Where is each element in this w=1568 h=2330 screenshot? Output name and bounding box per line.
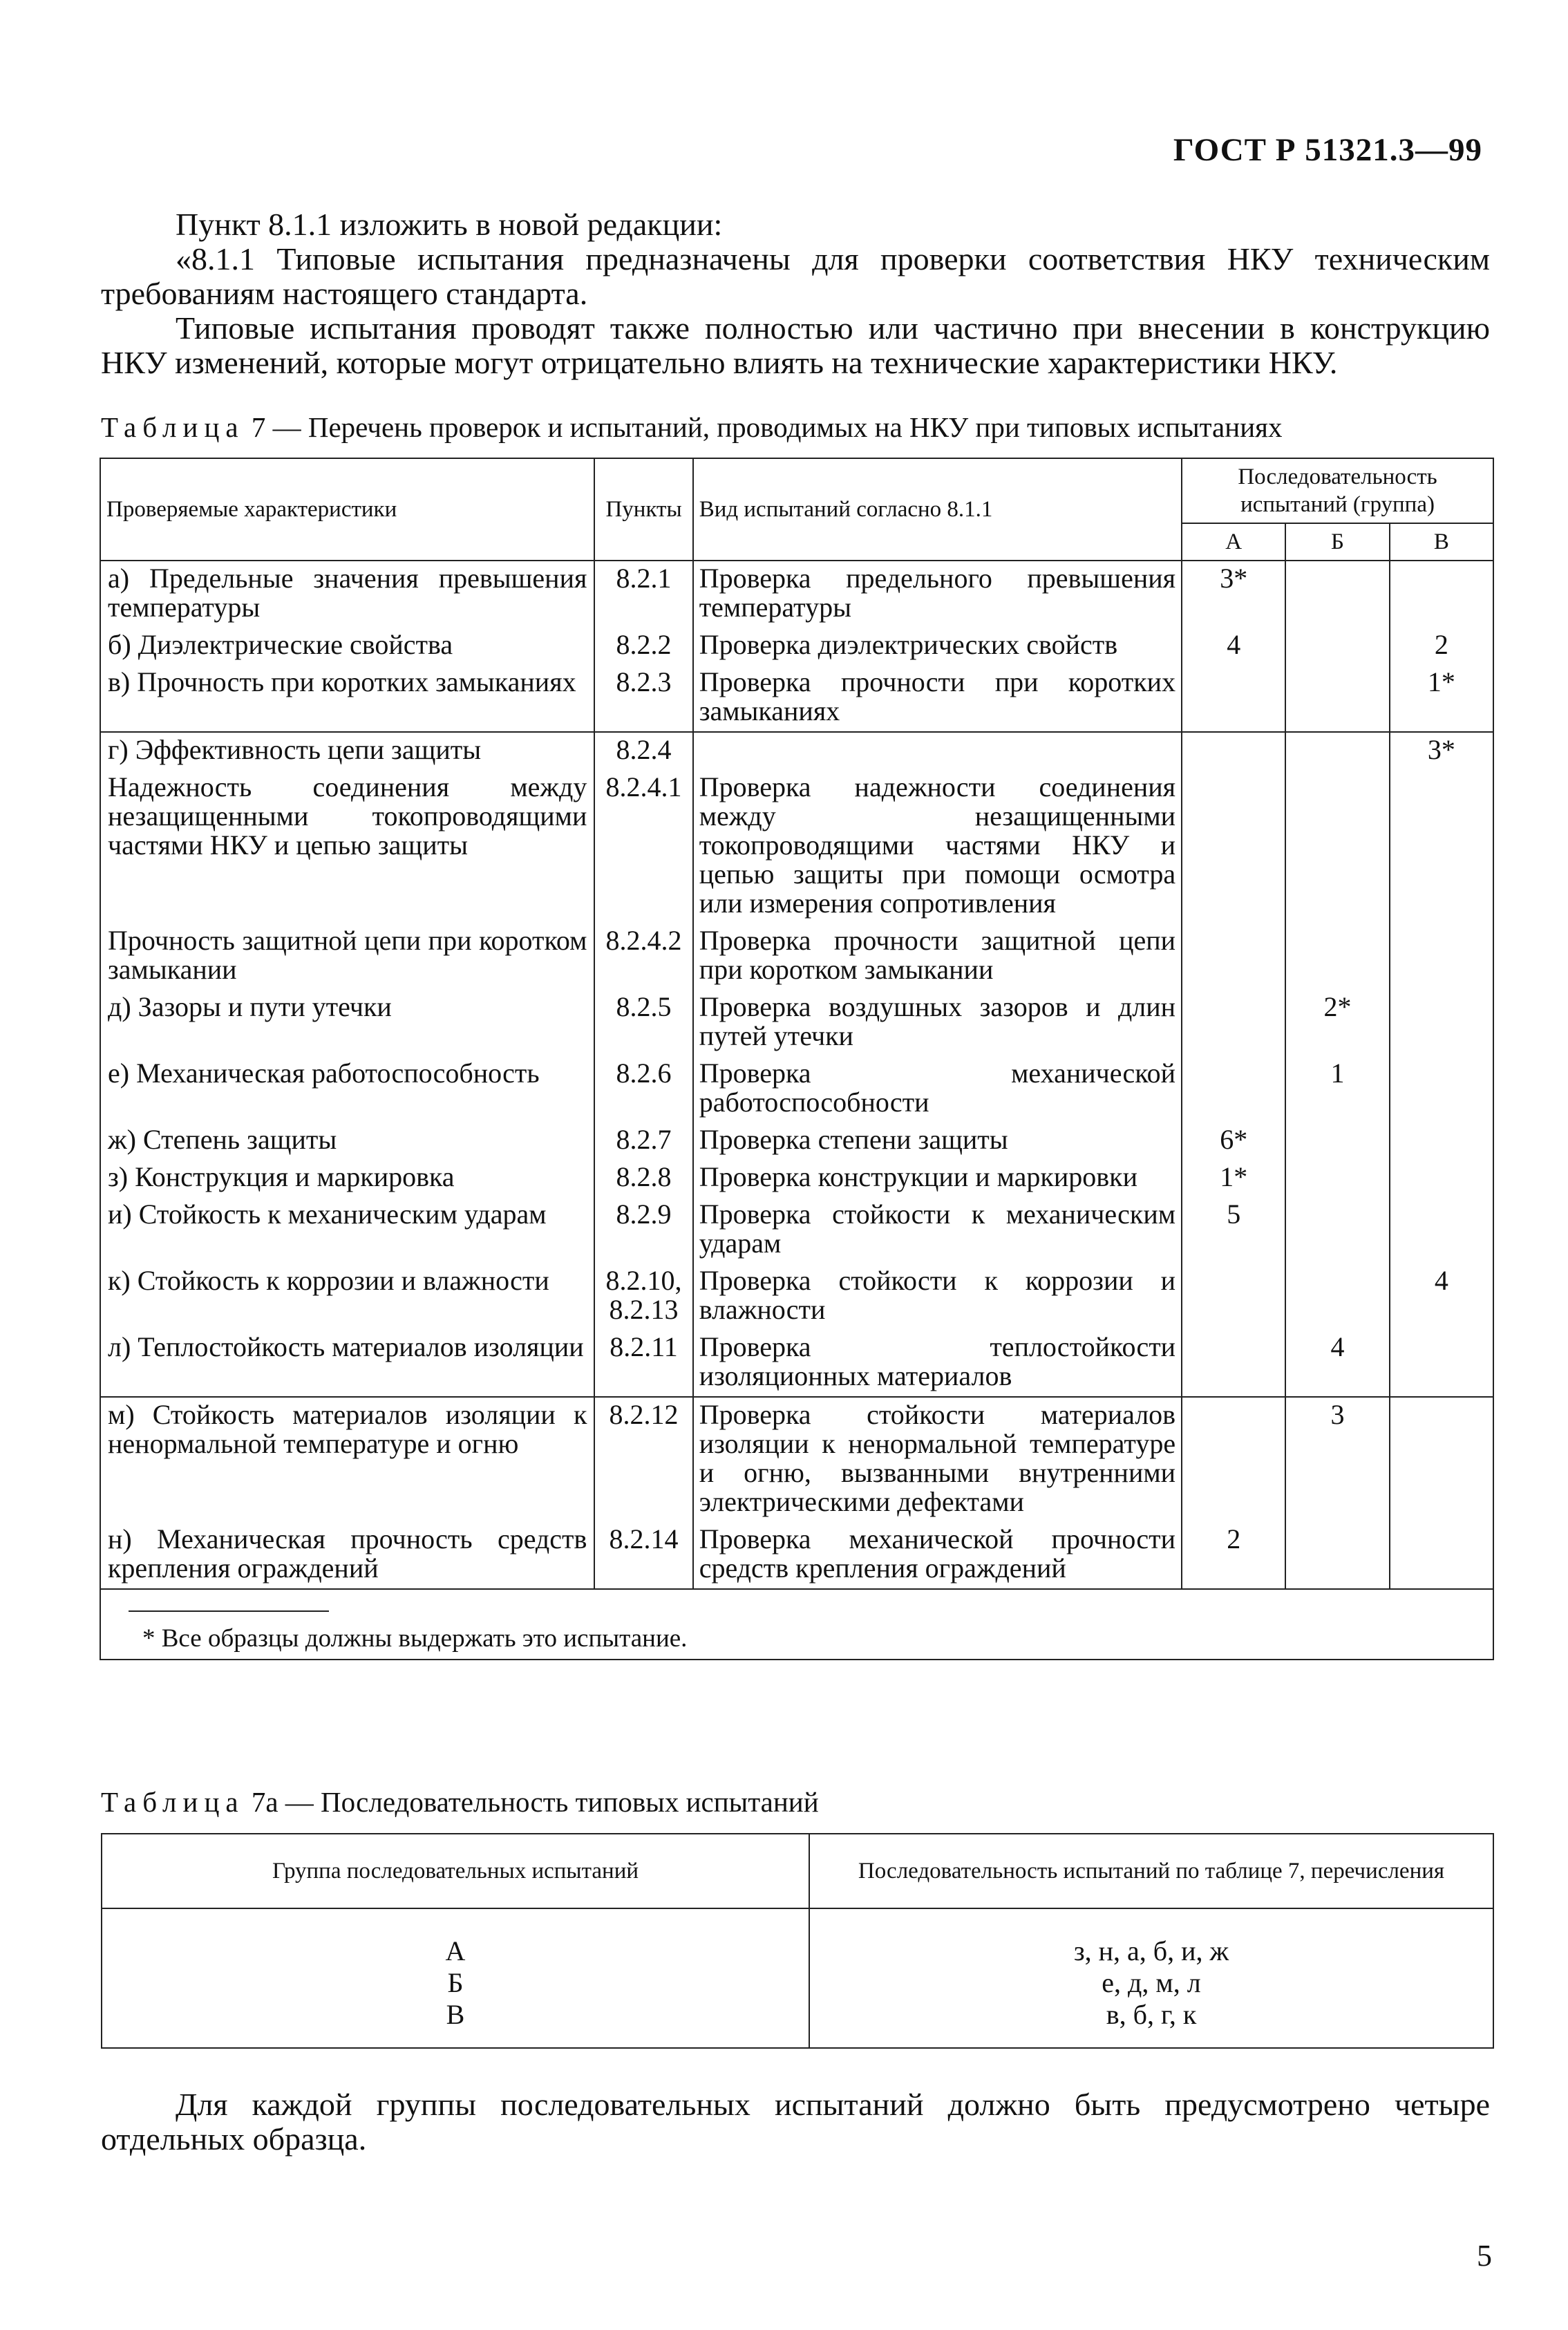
- table7-caption-label: Таблица: [101, 411, 245, 443]
- closing-paragraph: Для каждой группы последовательных испытаний должно быть предусмотрено четыре отдельных образца.: [101, 2087, 1490, 2157]
- cell-group-c: [1390, 1160, 1493, 1197]
- table-row: [100, 1263, 1493, 1330]
- table-7a: [101, 1833, 1494, 2049]
- cell-group-b: 4: [1285, 1330, 1389, 1397]
- cell-clause: 8.2.12: [594, 1397, 692, 1522]
- cell-clause: 8.2.4: [594, 732, 692, 770]
- intro-paragraph-3: Типовые испытания проводят также полностью или частично при внесении в конструкцию НКУ изменений, которые могут отрицательно влиять на технические характеристики НКУ.: [101, 310, 1490, 380]
- cell-test: Проверка прочности защитной цепи при коротком замыкании: [693, 923, 1182, 990]
- cell-group-b: [1285, 628, 1389, 665]
- footnote-separator: [129, 1610, 329, 1612]
- cell-group-a: 3*: [1182, 561, 1285, 628]
- cell-clause: 8.2.8: [594, 1160, 692, 1197]
- cell-characteristic: м) Стойкость материалов изоляции к ненормальной температуре и огню: [100, 1397, 594, 1522]
- cell-clause: 8.2.10, 8.2.13: [594, 1263, 692, 1330]
- cell-group-c: 3*: [1390, 732, 1493, 770]
- cell-group-b: [1285, 561, 1389, 628]
- cell-group-c: [1390, 1522, 1493, 1589]
- cell-group-a: [1182, 1330, 1285, 1397]
- cell-test: Проверка конструкции и маркировки: [693, 1160, 1182, 1197]
- table-row: [100, 1397, 1493, 1522]
- cell-group-c: [1390, 1397, 1493, 1522]
- table7a-caption-label: Таблица: [101, 1786, 245, 1818]
- cell-group-b: [1285, 923, 1389, 990]
- cell-group-c: [1390, 990, 1493, 1056]
- header-clauses: Пункты: [594, 458, 692, 561]
- cell-test: [693, 732, 1182, 770]
- cell-test: Проверка теплостойкости изоляционных материалов: [693, 1330, 1182, 1397]
- cell-test: Проверка предельного превышения температуры: [693, 561, 1182, 628]
- cell-characteristic: Надежность соединения между незащищенными токопроводящими частями НКУ и цепью защиты: [100, 770, 594, 923]
- header-group-a: А: [1182, 523, 1285, 561]
- table-row: [100, 561, 1493, 628]
- cell-test: Проверка стойкости материалов изоляции к ненормальной температуре и огню, вызванными внутренними электрическими дефектами: [693, 1397, 1182, 1522]
- cell-test: Проверка прочности при коротких замыканиях: [693, 665, 1182, 732]
- cell-clause: 8.2.11: [594, 1330, 692, 1397]
- table-row: [100, 923, 1493, 990]
- cell-test: Проверка стойкости к механическим ударам: [693, 1197, 1182, 1263]
- cell-group-a: [1182, 665, 1285, 732]
- cell-clause: 8.2.4.2: [594, 923, 692, 990]
- header-group-c: В: [1390, 523, 1493, 561]
- cell-test: Проверка степени защиты: [693, 1122, 1182, 1160]
- cell-group-c: [1390, 1330, 1493, 1397]
- cell-group-a: [1182, 1397, 1285, 1522]
- cell-characteristic: в) Прочность при коротких замыканиях: [100, 665, 594, 732]
- cell-group-b: [1285, 665, 1389, 732]
- table7a-caption: [101, 1785, 819, 1819]
- table-row: [100, 770, 1493, 923]
- cell-characteristic: л) Теплостойкость материалов изоляции: [100, 1330, 594, 1397]
- cell-group-c: [1390, 561, 1493, 628]
- cell-test: Проверка стойкости к коррозии и влажности: [693, 1263, 1182, 1330]
- cell-clause: 8.2.9: [594, 1197, 692, 1263]
- cell-clause: 8.2.6: [594, 1056, 692, 1122]
- cell-characteristic: з) Конструкция и маркировка: [100, 1160, 594, 1197]
- cell-group-c: [1390, 770, 1493, 923]
- cell-group-a: [1182, 732, 1285, 770]
- table-row: [100, 628, 1493, 665]
- group-name: В: [446, 1999, 465, 2030]
- group-sequence: з, н, а, б, и, ж: [1073, 1935, 1229, 1966]
- cell-test: Проверка механической прочности средств крепления ограждений: [693, 1522, 1182, 1589]
- cell-characteristic: н) Механическая прочность средств крепления ограждений: [100, 1522, 594, 1589]
- group-name: А: [445, 1935, 466, 1966]
- cell-characteristic: Прочность защитной цепи при коротком замыкании: [100, 923, 594, 990]
- page-number: 5: [1477, 2239, 1492, 2273]
- cell-group-a: 2: [1182, 1522, 1285, 1589]
- cell-characteristic: е) Механическая работоспособность: [100, 1056, 594, 1122]
- table-row: [100, 732, 1493, 770]
- cell-group-c: [1390, 1197, 1493, 1263]
- cell-group-b: 1: [1285, 1056, 1389, 1122]
- cell-clause: 8.2.7: [594, 1122, 692, 1160]
- cell-group-a: [1182, 770, 1285, 923]
- intro-paragraph-1: Пункт 8.1.1 изложить в новой редакции:: [176, 207, 723, 242]
- table-row: [100, 665, 1493, 732]
- table-row: [100, 1122, 1493, 1160]
- group-sequence: в, б, г, к: [1106, 1999, 1197, 2030]
- cell-group-b: 3: [1285, 1397, 1389, 1522]
- header-sequence-list: Последовательность испытаний по таблице 7, перечисления: [809, 1834, 1493, 1908]
- cell-group-a: [1182, 923, 1285, 990]
- cell-group-c: 1*: [1390, 665, 1493, 732]
- cell-group-c: 2: [1390, 628, 1493, 665]
- cell-group-b: [1285, 1160, 1389, 1197]
- cell-clause: 8.2.3: [594, 665, 692, 732]
- cell-clause: 8.2.2: [594, 628, 692, 665]
- table7a-caption-text: 7а — Последовательность типовых испытаний: [251, 1786, 819, 1818]
- cell-group-b: [1285, 770, 1389, 923]
- table-row: [100, 1056, 1493, 1122]
- cell-group-a: [1182, 990, 1285, 1056]
- table7-caption: [101, 411, 1283, 444]
- group-names-cell: [102, 1908, 809, 2048]
- table7-caption-text: 7 — Перечень проверок и испытаний, проводимых на НКУ при типовых испытаниях: [251, 411, 1283, 443]
- cell-test: Проверка воздушных зазоров и длин путей утечки: [693, 990, 1182, 1056]
- cell-group-c: [1390, 1056, 1493, 1122]
- group-name: Б: [447, 1967, 464, 1998]
- cell-clause: 8.2.5: [594, 990, 692, 1056]
- table-row: [100, 1522, 1493, 1589]
- cell-group-a: 4: [1182, 628, 1285, 665]
- table-row: [100, 1197, 1493, 1263]
- intro-paragraph-2: «8.1.1 Типовые испытания предназначены для проверки соответствия НКУ техническим требованиям настоящего стандарта.: [101, 241, 1490, 311]
- cell-group-c: 4: [1390, 1263, 1493, 1330]
- cell-group-a: 5: [1182, 1197, 1285, 1263]
- table-row: [100, 1330, 1493, 1397]
- table7-footnote-cell: [100, 1589, 1493, 1660]
- cell-test: Проверка диэлектрических свойств: [693, 628, 1182, 665]
- cell-characteristic: д) Зазоры и пути утечки: [100, 990, 594, 1056]
- header-characteristics: Проверяемые характеристики: [100, 458, 594, 561]
- cell-clause: 8.2.14: [594, 1522, 692, 1589]
- cell-group-a: 1*: [1182, 1160, 1285, 1197]
- cell-group-a: 6*: [1182, 1122, 1285, 1160]
- cell-group-c: [1390, 923, 1493, 990]
- group-sequence: е, д, м, л: [1102, 1967, 1201, 1998]
- cell-group-b: [1285, 1197, 1389, 1263]
- table-row: [100, 990, 1493, 1056]
- cell-characteristic: а) Предельные значения превышения температуры: [100, 561, 594, 628]
- cell-group-a: [1182, 1263, 1285, 1330]
- cell-group-b: [1285, 1263, 1389, 1330]
- cell-characteristic: и) Стойкость к механическим ударам: [100, 1197, 594, 1263]
- cell-group-c: [1390, 1122, 1493, 1160]
- cell-group-b: [1285, 1122, 1389, 1160]
- cell-characteristic: б) Диэлектрические свойства: [100, 628, 594, 665]
- cell-clause: 8.2.4.1: [594, 770, 692, 923]
- cell-group-b: [1285, 732, 1389, 770]
- table7-footnote: * Все образцы должны выдержать это испытание.: [142, 1624, 688, 1653]
- cell-characteristic: г) Эффективность цепи защиты: [100, 732, 594, 770]
- table-row: [100, 1160, 1493, 1197]
- cell-test: Проверка механической работоспособности: [693, 1056, 1182, 1122]
- sequences-cell: [809, 1908, 1493, 2048]
- cell-group-b: 2*: [1285, 990, 1389, 1056]
- cell-clause: 8.2.1: [594, 561, 692, 628]
- header-sequence: Последовательность испытаний (группа): [1182, 458, 1493, 523]
- header-group-b: Б: [1285, 523, 1389, 561]
- cell-test: Проверка надежности соединения между незащищенными токопроводящими частями НКУ и цепью защиты при помощи осмотра или измерения сопротивления: [693, 770, 1182, 923]
- cell-group-a: [1182, 1056, 1285, 1122]
- document-header: ГОСТ Р 51321.3—99: [1173, 132, 1482, 168]
- header-test-type: Вид испытаний согласно 8.1.1: [693, 458, 1182, 561]
- cell-group-b: [1285, 1522, 1389, 1589]
- header-group: Группа последовательных испытаний: [102, 1834, 809, 1908]
- cell-characteristic: к) Стойкость к коррозии и влажности: [100, 1263, 594, 1330]
- cell-characteristic: ж) Степень защиты: [100, 1122, 594, 1160]
- table-7: [100, 458, 1494, 1660]
